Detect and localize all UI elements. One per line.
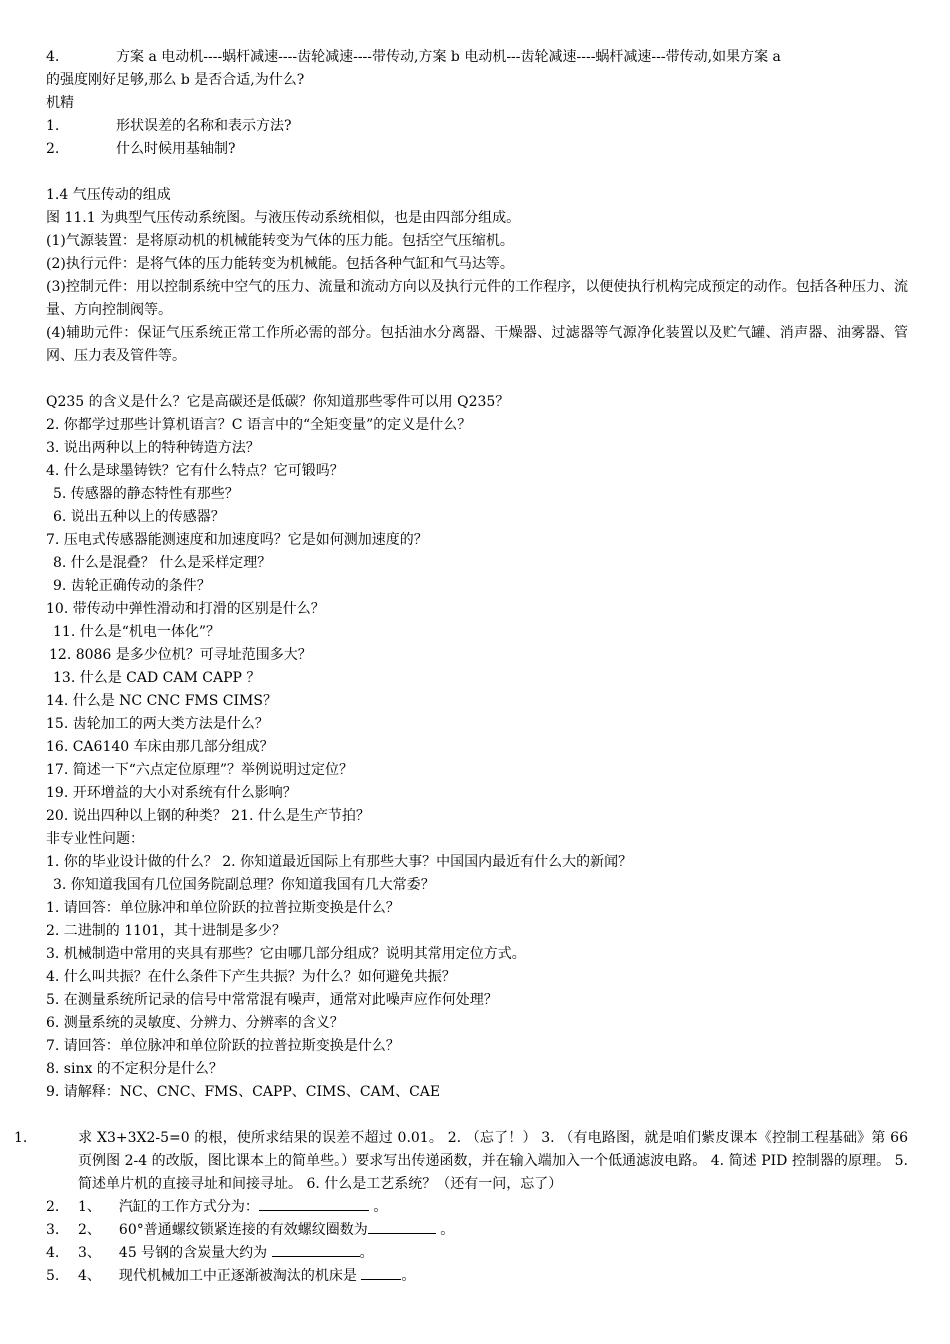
paragraph: (3)控制元件：用以控制系统中空气的压力、流量和流动方向以及执行元件的工作程序，以便使执行机构完成预定的动作。包括各种压力、流量、方向控制阀等。: [46, 279, 908, 318]
fill-end: 。: [373, 1199, 388, 1215]
set3-paragraph: [14, 1127, 908, 1196]
answer-blank: [259, 1196, 369, 1211]
question-9: 9. 齿轮正确传动的条件？: [53, 578, 211, 594]
question-17: 17. 简述一下“六点定位原理”？举例说明过定位？: [46, 762, 354, 778]
question-text: 方案 a 电动机----蜗杆减速----齿轮减速----带传动,方案 b 电动机---齿轮减速----蜗杆减速---带传动,如果方案 a: [116, 49, 781, 65]
fill-blank-item: [46, 1219, 908, 1242]
question-16: 16. CA6140 车床由那几部分组成？: [46, 739, 274, 755]
question-8: 8. 什么是混叠？ 什么是采样定理？: [53, 555, 272, 571]
set3-text: 求 X3+3X2-5=0 的根，使所求结果的误差不超过 0.01。 2. （忘了！） 3. （有电路图，就是咱们紫皮课本《控制工程基础》第 66 页例图 2-4 的改版，图比课本上的简单些。）要求写出传递函数，并在输入端加入一个低通滤波电路。 4. 简述 PID 控制器的原理。 5. 简述单片机的直接寻址和间接寻址。 6. 什么是工艺系统？（还有一问，忘了）: [78, 1130, 908, 1192]
list-number: 1.: [46, 118, 60, 134]
section-heading-nonpro: 非专业性问题：: [46, 831, 144, 847]
sub-number: 1、: [78, 1199, 101, 1215]
question-10: 10. 带传动中弹性滑动和打滑的区别是什么？: [46, 601, 325, 617]
list-number: 4.: [46, 49, 60, 65]
paragraph: (2)执行元件：是将气体的压力能转变为机械能。包括各种气缸和气马达等。: [46, 256, 514, 272]
answer-blank: [272, 1242, 360, 1257]
question-4: 4. 什么是球墨铸铁？它有什么特点？它可锻吗？: [46, 463, 344, 479]
fill-text: 现代机械加工中正逐渐被淘汰的机床是: [118, 1268, 357, 1284]
list-item-text: 形状误差的名称和表示方法?: [116, 118, 292, 134]
sub-number: 2、: [78, 1222, 101, 1238]
list-number: 4.: [46, 1245, 60, 1261]
nonpro-line: 1. 你的毕业设计做的什么？ 2. 你知道最近国际上有那些大事？中国国内最近有什么大的新闻？: [46, 854, 633, 870]
section-heading-jijing: 机精: [46, 95, 74, 111]
question-14: 14. 什么是 NC CNC FMS CIMS？: [46, 693, 277, 709]
question-6: 6. 说出五种以上的传感器？: [53, 509, 225, 525]
question-19: 19. 开环增益的大小对系统有什么影响？: [46, 785, 297, 801]
question-q235: Q235 的含义是什么？它是高碳还是低碳？你知道那些零件可以用 Q235？: [46, 394, 510, 410]
question-7: 7. 压电式传感器能测速度和加速度吗？它是如何测加速度的？: [46, 532, 428, 548]
set2-question: 5. 在测量系统所记录的信号中常常混有噪声，通常对此噪声应作何处理？: [46, 992, 498, 1008]
question-4-line2: 的强度刚好足够,那么 b 是否合适,为什么?: [46, 72, 305, 88]
question-3: 3. 说出两种以上的特种铸造方法？: [46, 440, 260, 456]
section-heading-pneumatic: 1.4 气压传动的组成: [46, 187, 171, 203]
paragraph: 图 11.1 为典型气压传动系统图。与液压传动系统相似，也是由四部分组成。: [46, 210, 521, 226]
question-13: 13. 什么是 CAD CAM CAPP ？: [53, 670, 261, 686]
list-number: 2.: [46, 1199, 60, 1215]
answer-blank: [361, 1265, 401, 1280]
set2-question: 1. 请回答：单位脉冲和单位阶跃的拉普拉斯变换是什么？: [46, 900, 400, 916]
nonpro-line: 3. 你知道我国有几位国务院副总理？你知道我国有几大常委？: [53, 877, 435, 893]
spacer: [46, 368, 908, 391]
list-item: [46, 138, 908, 161]
question-15: 15. 齿轮加工的两大类方法是什么？: [46, 716, 269, 732]
document-page: [14, 46, 908, 1288]
list-item: [46, 115, 908, 138]
fill-end: 。: [440, 1222, 455, 1238]
set2-question: 4. 什么叫共振？在什么条件下产生共振？为什么？如何避免共振？: [46, 969, 456, 985]
set2-question: 2. 二进制的 1101，其十进制是多少？: [46, 923, 286, 939]
list-number: 1.: [14, 1130, 28, 1146]
set2-question: 3. 机械制造中常用的夹具有那些？它由哪几部分组成？说明其常用定位方式。: [46, 946, 526, 962]
answer-blank: [368, 1219, 436, 1234]
sub-number: 3、: [78, 1245, 101, 1261]
question-11: 11. 什么是“机电一体化”？: [53, 624, 221, 640]
fill-blank-item: [46, 1242, 908, 1265]
paragraph: (1)气源装置：是将原动机的机械能转变为气体的压力能。包括空气压缩机。: [46, 233, 514, 249]
list-number: 5.: [46, 1268, 60, 1284]
fill-text: 45 号钢的含炭量大约为: [118, 1245, 268, 1261]
set2-question: 8. sinx 的不定积分是什么？: [46, 1061, 223, 1077]
fill-blank-item: [46, 1196, 908, 1219]
question-12: 12. 8086 是多少位机？可寻址范围多大？: [49, 647, 312, 663]
spacer: [46, 161, 908, 184]
list-number: 3.: [46, 1222, 60, 1238]
spacer: [46, 1104, 908, 1127]
fill-text: 60°普通螺纹锁紧连接的有效螺纹圈数为: [118, 1222, 368, 1238]
question-4-line1: [46, 46, 908, 69]
fill-text: 汽缸的工作方式分为：: [118, 1199, 259, 1215]
set2-question: 6. 测量系统的灵敏度、分辨力、分辨率的含义？: [46, 1015, 344, 1031]
set2-question: 7. 请回答：单位脉冲和单位阶跃的拉普拉斯变换是什么？: [46, 1038, 400, 1054]
fill-end: 。: [359, 1245, 374, 1261]
sub-number: 4、: [78, 1268, 101, 1284]
list-number: 2.: [46, 141, 60, 157]
fill-blank-item: [46, 1265, 908, 1288]
set2-question: 9. 请解释：NC、CNC、FMS、CAPP、CIMS、CAM、CAE: [46, 1084, 441, 1100]
question-20-21: 20. 说出四种以上钢的种类？ 21. 什么是生产节拍？: [46, 808, 370, 824]
fill-end: 。: [401, 1268, 416, 1284]
question-2: 2. 你都学过那些计算机语言？C 语言中的“全矩变量”的定义是什么？: [46, 417, 472, 433]
paragraph: (4)辅助元件：保证气压系统正常工作所必需的部分。包括油水分离器、干燥器、过滤器等气源净化装置以及贮气罐、消声器、油雾器、管网、压力表及管件等。: [46, 325, 908, 364]
question-5: 5. 传感器的静态特性有那些？: [53, 486, 239, 502]
list-item-text: 什么时候用基轴制?: [116, 141, 236, 157]
